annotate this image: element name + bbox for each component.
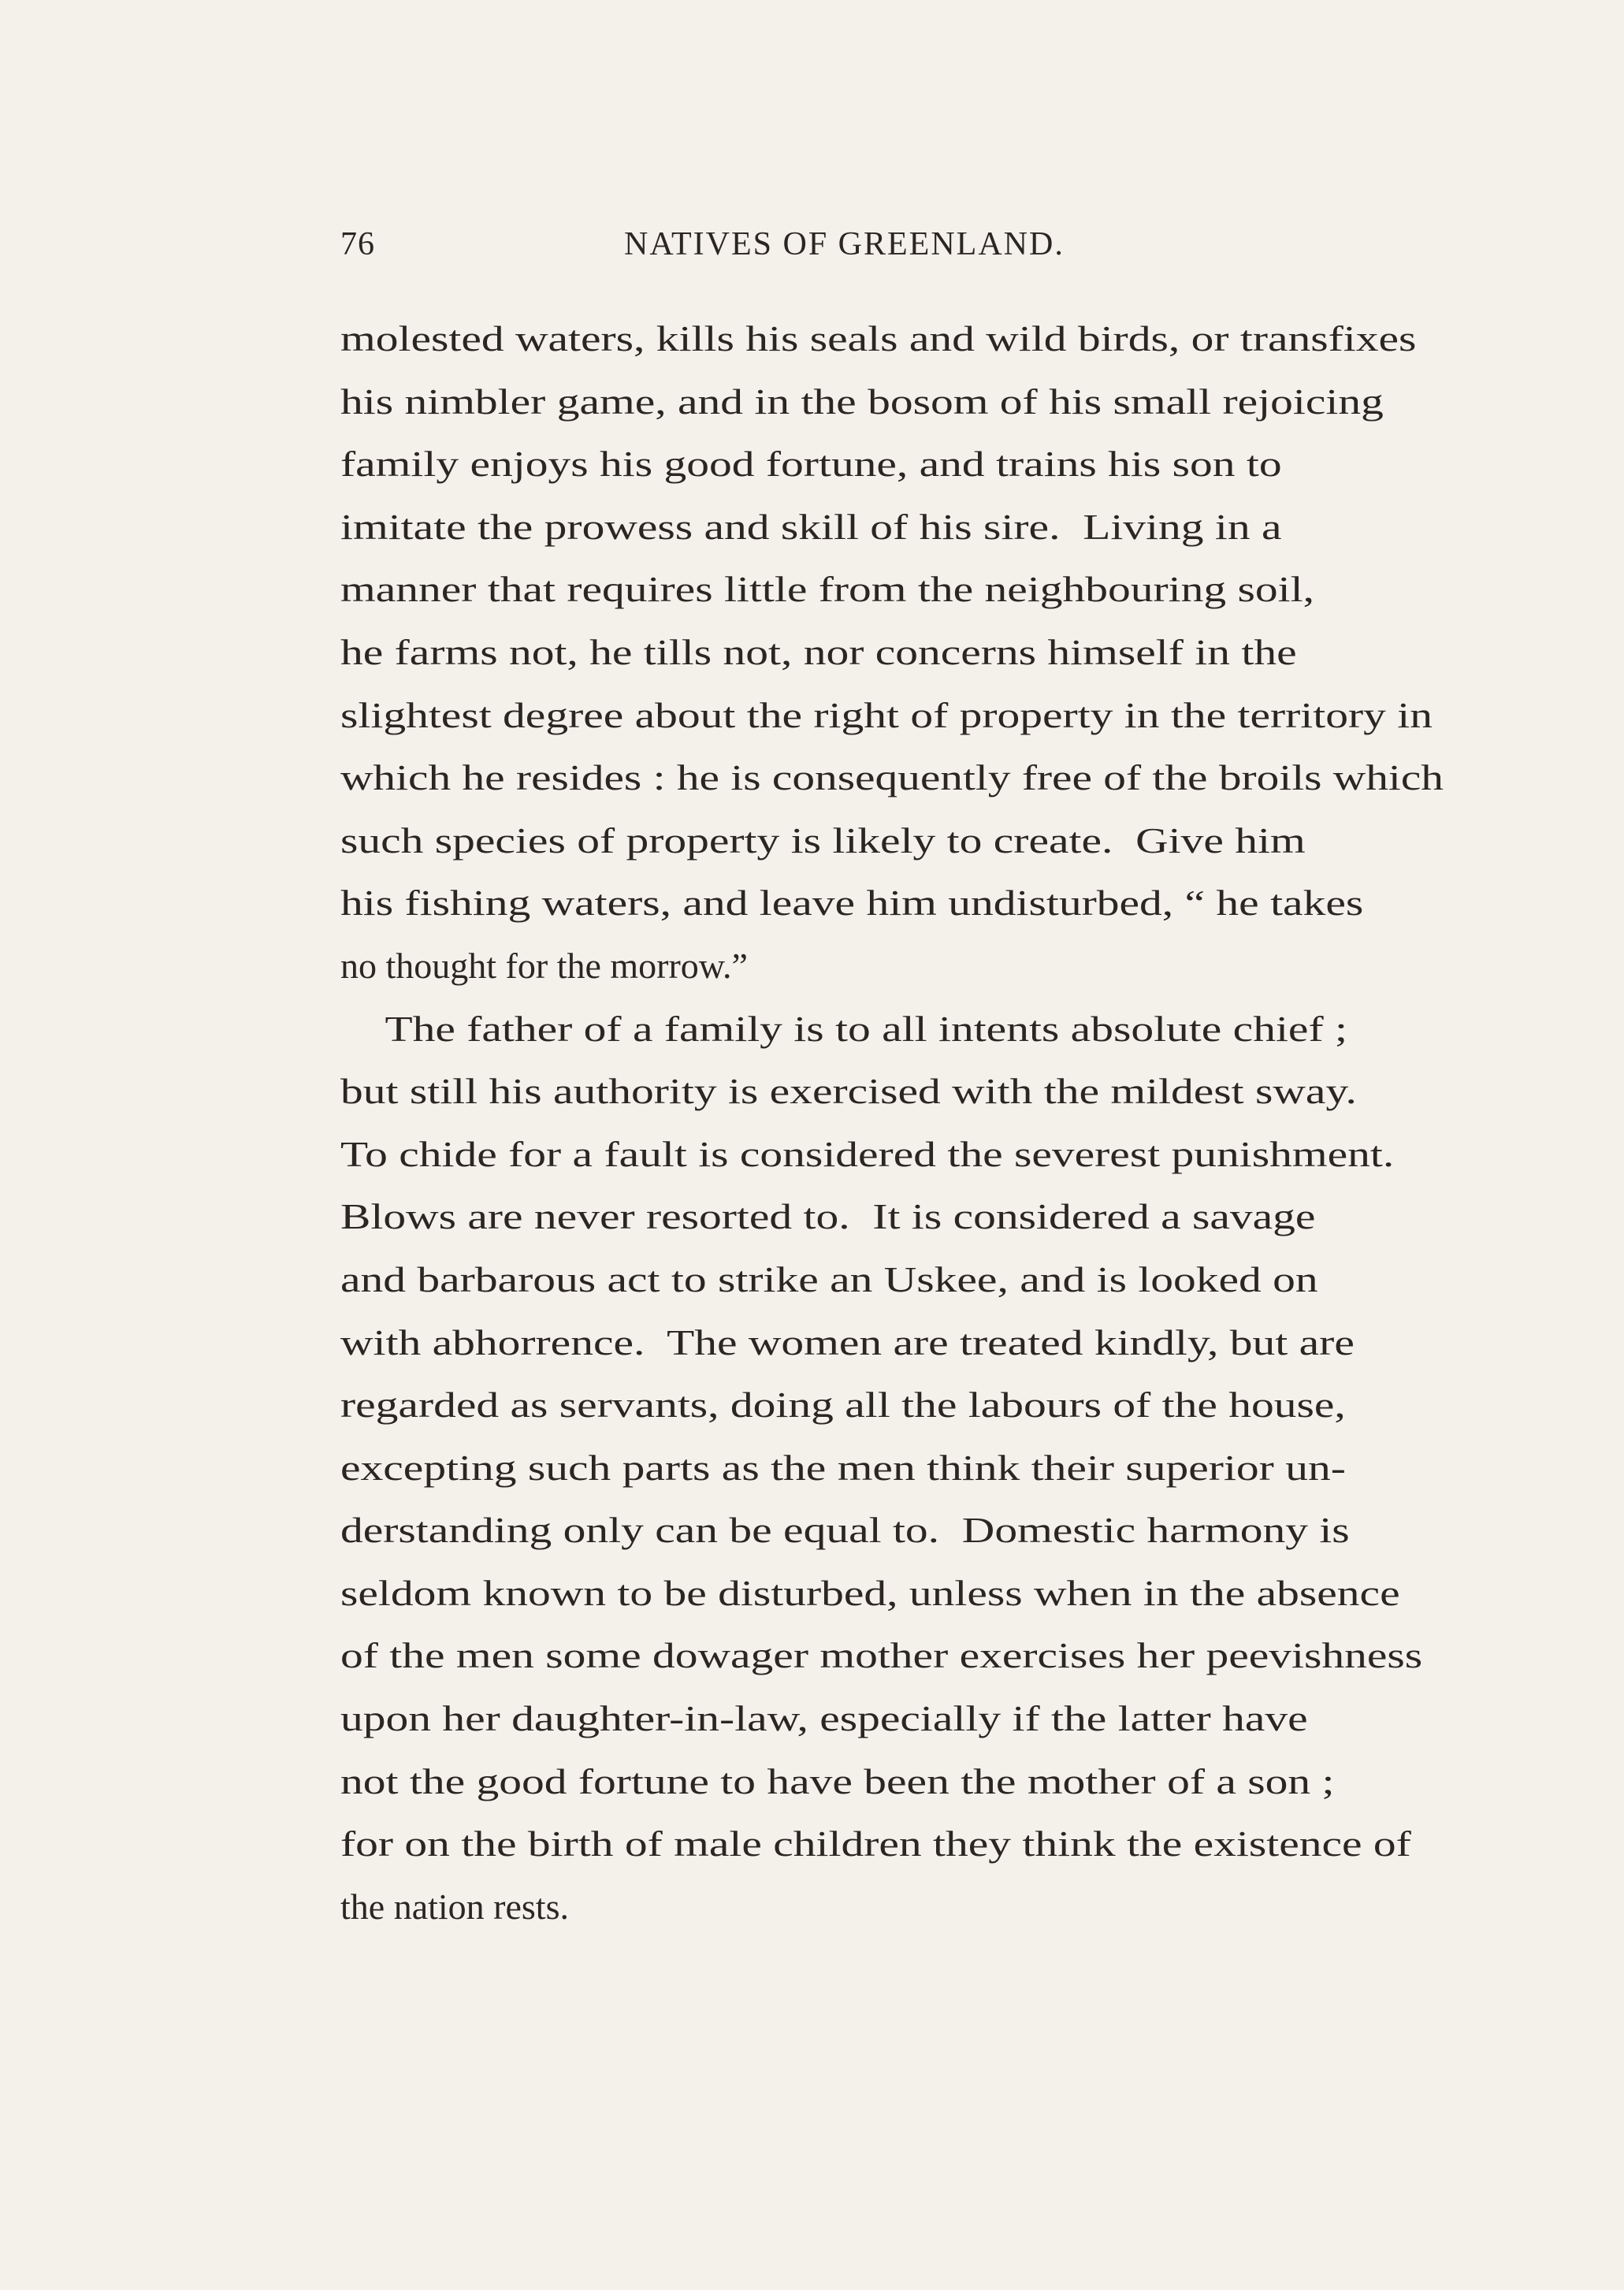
text-line: his fishing waters, and leave him undisturbed, “ he takes	[340, 883, 1364, 924]
text-line: excepting such parts as the men think their superior un-	[340, 1447, 1346, 1488]
text-line: regarded as servants, doing all the labours of the house,	[340, 1385, 1346, 1426]
running-title: NATIVES OF GREENLAND.	[624, 226, 1065, 262]
text-line: To chide for a fault is considered the severest punishment.	[340, 1133, 1395, 1174]
text-line: imitate the prowess and skill of his sire. Living in a	[340, 506, 1282, 547]
text-line: such species of property is likely to create. Give him	[340, 820, 1306, 861]
text-line: upon her daughter-in-law, especially if the latter have	[340, 1698, 1308, 1739]
text-line: and barbarous act to strike an Uskee, and is looked on	[340, 1258, 1318, 1299]
text-line: but still his authority is exercised with the mildest sway.	[340, 1071, 1357, 1112]
text-line: the nation rests.	[340, 1886, 569, 1927]
text-line: not the good fortune to have been the mother of a son ;	[340, 1760, 1335, 1801]
text-line: he farms not, he tills not, nor concerns himself in the	[340, 631, 1297, 672]
text-line: no thought for the morrow.”	[340, 945, 748, 986]
text-line: his nimbler game, and in the bosom of his small rejoicing	[340, 381, 1384, 422]
text-line: seldom known to be disturbed, unless when in the absence	[340, 1572, 1400, 1613]
text-line: family enjoys his good fortune, and trains his son to	[340, 444, 1282, 485]
text-line: slightest degree about the right of property in the territory in	[340, 694, 1433, 735]
page-header	[340, 225, 1176, 273]
text-line: derstanding only can be equal to. Domestic harmony is	[340, 1510, 1350, 1551]
text-line: The father of a family is to all intents absolute chief ;	[340, 1008, 1347, 1049]
text-line: for on the birth of male children they think the existence of	[340, 1823, 1411, 1864]
text-line: Blows are never resorted to. It is considered a savage	[340, 1196, 1316, 1237]
text-line: manner that requires little from the neighbouring soil,	[340, 569, 1314, 610]
body-text	[340, 307, 1444, 1938]
text-line: molested waters, kills his seals and wild birds, or transfixes	[340, 318, 1417, 359]
text-line: with abhorrence. The women are treated kindly, but are	[340, 1322, 1355, 1362]
page-number: 76	[340, 226, 375, 262]
text-line: which he resides : he is consequently free of the broils which	[340, 757, 1444, 798]
text-line: of the men some dowager mother exercises her peevishness	[340, 1635, 1423, 1676]
